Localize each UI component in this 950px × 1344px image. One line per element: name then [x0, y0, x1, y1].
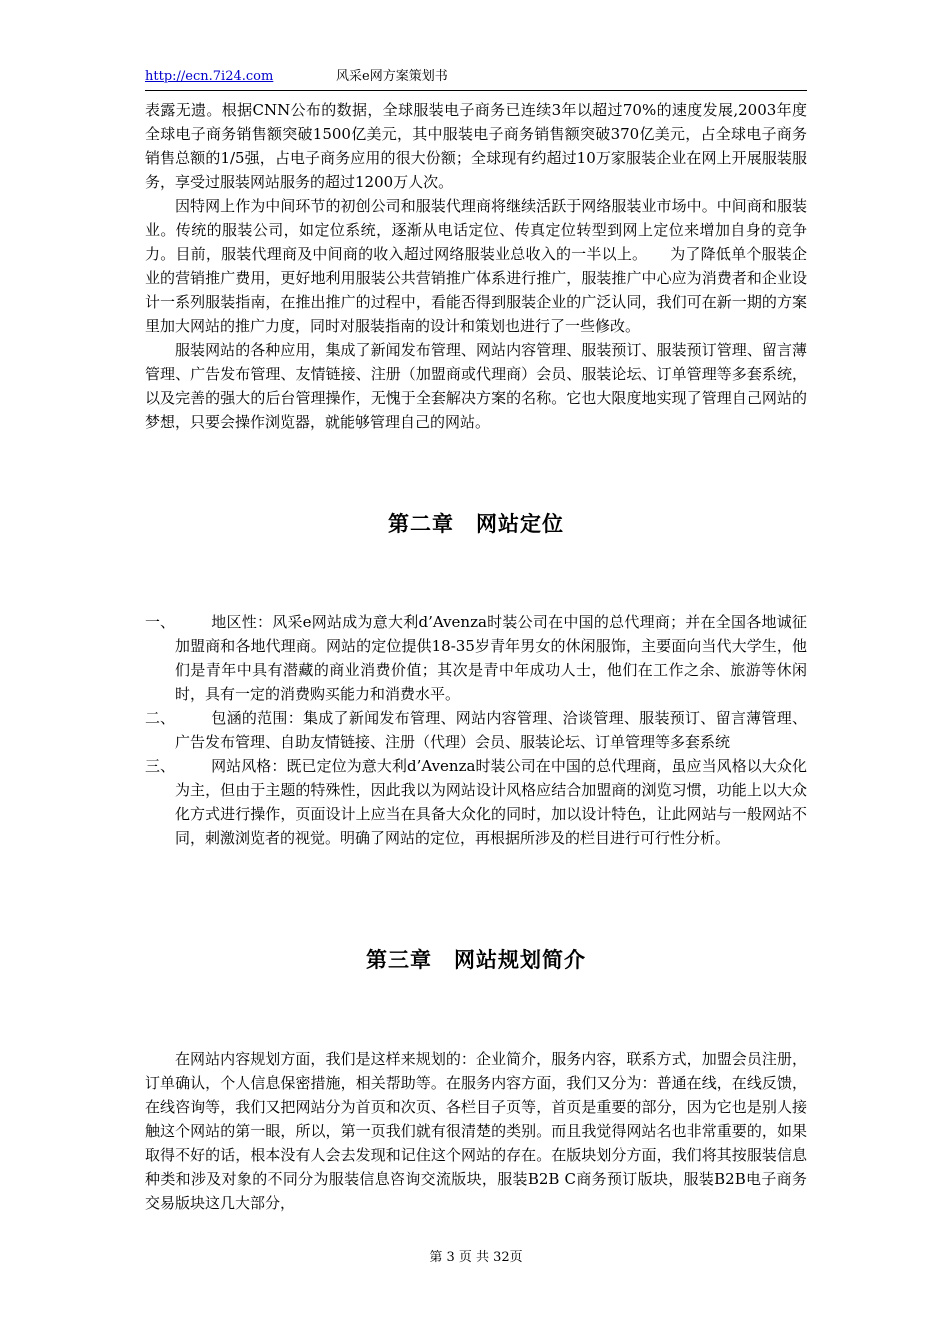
list-item-2: [145, 706, 807, 754]
list-item-1: [145, 610, 807, 706]
list-item-3: [145, 754, 807, 850]
page-footer: 第 3 页 共 32页: [429, 1250, 523, 1265]
list-text: 包涵的范围：集成了新闻发布管理、网站内容管理、洽谈管理、服装预订、留言薄管理、广告发布管理、自助友情链接、注册（代理）会员、服装论坛、订单管理等多套系统: [175, 709, 807, 751]
list-number: 一、: [145, 613, 176, 631]
intro-paragraph-1: 表露无遗。根据CNN公布的数据，全球服装电子商务已连续3年以超过70%的速度发展,2003年度全球电子商务销售额突破1500亿美元，其中服装电子商务销售额突破370亿美元，占全球电子商务销售总额的1/5强，占电子商务应用的很大份额；全球现有约超过10万家服装企业在网上开展服装服务，享受过服装网站服务的超过1200万人次。: [145, 101, 807, 191]
chapter-3-heading: 第三章 网站规划简介: [366, 947, 586, 972]
site-url-link[interactable]: http://ecn.7i24.com: [145, 69, 274, 84]
page-header: [145, 68, 807, 91]
chapter-3-section: [145, 1047, 807, 1215]
chapter-2-list: [145, 610, 807, 850]
intro-paragraph-2: 因特网上作为中间环节的初创公司和服装代理商将继续活跃于网络服装业市场中。中间商和服装业。传统的服装公司，如定位系统，逐渐从电话定位、传真定位转型到网上定位来增加自身的竞争力。目前，服装代理商及中间商的收入超过网络服装业总收入的一半以上。 为了降低单个服装企业的营销推广费用，更好地利用服装公共营销推广体系进行推广，服装推广中心应为消费者和企业设计一系列服装指南，在推出推广的过程中，看能否得到服装企业的广泛认同，我们可在新一期的方案里加大网站的推广力度，同时对服装指南的设计和策划也进行了一些修改。: [145, 197, 807, 335]
intro-section: [145, 98, 807, 434]
intro-paragraph-3: 服装网站的各种应用，集成了新闻发布管理、网站内容管理、服装预订、服装预订管理、留言薄管理、广告发布管理、友情链接、注册（加盟商或代理商）会员、服装论坛、订单管理等多套系统，以及完善的强大的后台管理操作，无愧于全套解决方案的名称。它也大限度地实现了管理自己网站的梦想，只要会操作浏览器，就能够管理自己的网站。: [145, 341, 807, 431]
chapter-2-heading: 第二章 网站定位: [388, 511, 564, 536]
list-number: 二、: [145, 709, 176, 727]
chapter-3-paragraph-1: 在网站内容规划方面，我们是这样来规划的：企业简介，服务内容，联系方式，加盟会员注册，订单确认，个人信息保密措施，相关帮助等。在服务内容方面，我们又分为：普通在线，在线反馈，在线咨询等，我们又把网站分为首页和次页、各栏目子页等，首页是重要的部分，因为它也是别人接触这个网站的第一眼，所以，第一页我们就有很清楚的类别。而且我觉得网站名也非常重要的，如果取得不好的话，根本没有人会去发现和记住这个网站的存在。在版块划分方面，我们将其按服装信息种类和涉及对象的不同分为服装信息咨询交流版块，服装B2B C商务预订版块，服装B2B电子商务交易版块这几大部分，: [145, 1050, 807, 1212]
list-text: 地区性：风采e网站成为意大利d’Avenza时装公司在中国的总代理商；并在全国各地诚征加盟商和各地代理商。网站的定位提供18-35岁青年男女的休闲服饰，主要面向当代大学生，他们是青年中具有潜藏的商业消费价值；其次是青中年成功人士，他们在工作之余、旅游等休闲时，具有一定的消费购买能力和消费水平。: [175, 613, 807, 703]
list-number: 三、: [145, 757, 176, 775]
document-title: 风采e网方案策划书: [336, 69, 448, 84]
list-text: 网站风格：既已定位为意大利d’Avenza时装公司在中国的总代理商，虽应当风格以大众化为主，但由于主题的特殊性，因此我以为网站设计风格应结合加盟商的浏览习惯，功能上以大众化方式进行操作，页面设计上应当在具备大众化的同时，加以设计特色，让此网站与一般网站不同，刺激浏览者的视觉。明确了网站的定位，再根据所涉及的栏目进行可行性分析。: [175, 757, 807, 847]
